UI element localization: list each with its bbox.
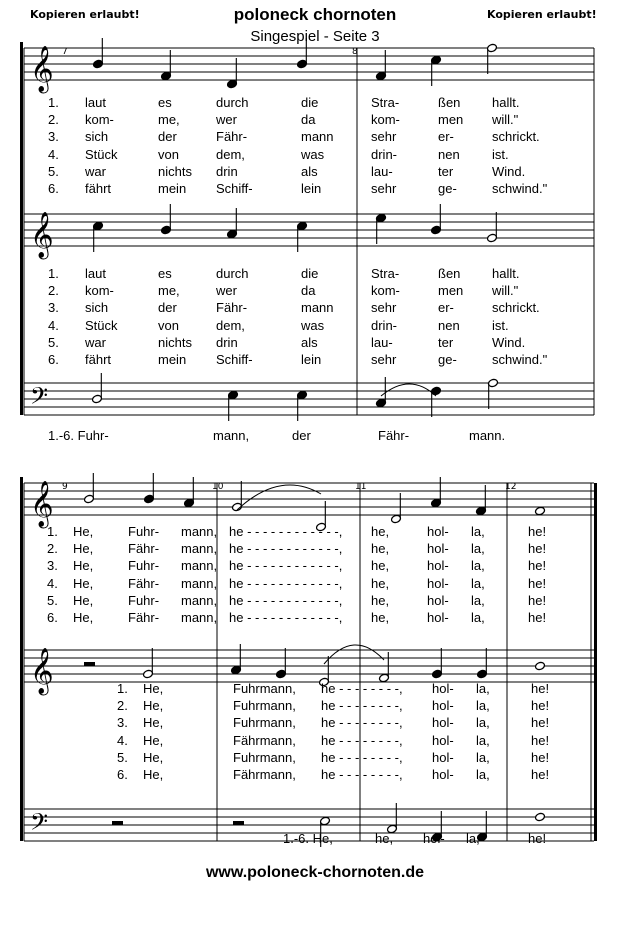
sys2-s1-lyric-syllable: hol- bbox=[427, 541, 449, 557]
sys1-s2-lyric-syllable: er- bbox=[438, 300, 454, 316]
sys1-s1-lyric-syllable: schwind." bbox=[492, 181, 548, 196]
sys2-s2-lyric-syllable: he - - - - - - - -, bbox=[321, 715, 403, 731]
sys1-s1-lyric-syllable: drin bbox=[216, 163, 238, 179]
sys2-s1-lyric-syllable: he - - - - - - - - - - - -, bbox=[229, 541, 343, 557]
sys1-s1-lyric-syllable: will." bbox=[492, 112, 519, 128]
sys1-s2-lyric-syllable: sich bbox=[85, 300, 109, 316]
sys2-s1-lyric-syllable: He, bbox=[73, 558, 94, 574]
sys1-s2-lyric-syllable: hallt. bbox=[492, 266, 520, 281]
sys2-s2-lyric-syllable: la, bbox=[476, 715, 490, 731]
sys2-s2-lyric-syllable: la, bbox=[476, 749, 490, 765]
sys2-s2-lyric-syllable: He, bbox=[143, 681, 164, 696]
measure-number-9: 9 bbox=[62, 482, 68, 492]
sys1-s1-lyric-syllable: mein bbox=[158, 181, 187, 196]
sys2-bass-lyric: hol- bbox=[423, 831, 445, 846]
sys2-s1-lyric-syllable: he! bbox=[528, 524, 547, 539]
treble-clef: 𝄞 bbox=[30, 212, 54, 258]
sys2-s1-lyric-syllable: he - - - - - - - - - - - -, bbox=[229, 524, 343, 539]
sys1-s1-lyric-syllable: als bbox=[301, 163, 318, 179]
sys2-s1-lyric-syllable: he, bbox=[371, 610, 390, 625]
sys1-s2-lyric-syllable: war bbox=[85, 334, 106, 350]
sys1-s2-lyric-syllable: kom- bbox=[371, 283, 400, 299]
sys1-s1-lyric-syllable: schrickt. bbox=[492, 129, 540, 145]
half-rest bbox=[84, 662, 95, 666]
sys2-s1-lyric-syllable: he - - - - - - - - - - - -, bbox=[229, 575, 343, 591]
sys2-s2-lyric-syllable: he! bbox=[531, 681, 550, 696]
sys1-s2-lyric-syllable: drin bbox=[216, 334, 238, 350]
tie bbox=[237, 485, 321, 510]
sys2-s1-lyric-syllable: mann, bbox=[181, 610, 218, 625]
sys2-s1-lyric-syllable: mann, bbox=[181, 558, 218, 574]
sys1-s1-lyric-syllable: was bbox=[301, 146, 325, 162]
sys1-s2-lyric-syllable: Wind. bbox=[492, 334, 526, 350]
sys1-s1-lyric-syllable: mann bbox=[301, 129, 334, 145]
sys2-s1-lyric-syllable: he! bbox=[528, 558, 547, 574]
sys2-bass-lyric: he! bbox=[528, 831, 547, 846]
sys2-s1-lyric-syllable: Fuhr- bbox=[128, 592, 160, 608]
sys2-s1-lyric-syllable: He, bbox=[73, 541, 94, 557]
sys1-s1-lyric-syllable: wer bbox=[216, 112, 237, 128]
sys1-s1-lyric-syllable: durch bbox=[216, 95, 249, 110]
sys2-s1-lyric-verse-number: 3. bbox=[47, 558, 58, 574]
sys1-s1-lyric-verse-number: 5. bbox=[48, 163, 59, 179]
bass-clef: 𝄢 bbox=[30, 382, 49, 415]
sys1-s1-lyric-syllable: ge- bbox=[438, 181, 457, 196]
copy-note-right: Kopieren erlaubt! bbox=[487, 8, 597, 21]
sys2-s1-lyric-verse-number: 1. bbox=[47, 524, 58, 539]
sys2-s1-lyric-syllable: he! bbox=[528, 541, 547, 557]
sys1-s1-lyric-syllable: drin- bbox=[371, 146, 398, 162]
sys2-s2-lyric-verse-number: 5. bbox=[117, 749, 128, 765]
sys1-s2-lyric-syllable: will." bbox=[492, 283, 519, 299]
page-title: poloneck chornoten bbox=[233, 5, 397, 24]
sys2-bass-lyric: 1.-6. He, bbox=[283, 831, 333, 846]
sys1-s2-lyric-syllable: da bbox=[301, 283, 316, 299]
sys1-s1-lyric-syllable: ter bbox=[438, 163, 454, 179]
sys1-s2-lyric-verse-number: 4. bbox=[48, 317, 59, 333]
treble-clef: 𝄞 bbox=[30, 46, 54, 92]
copy-note-left: Kopieren erlaubt! bbox=[30, 8, 140, 21]
sys2-s1-lyric-syllable: he - - - - - - - - - - - -, bbox=[229, 592, 343, 608]
sys1-s1-lyric-syllable: sehr bbox=[371, 181, 397, 196]
sys2-s2-lyric-syllable: he! bbox=[531, 767, 550, 782]
sys2-s1-lyric-syllable: hol- bbox=[427, 524, 449, 539]
sys1-s1-lyric-verse-number: 4. bbox=[48, 146, 59, 162]
sys1-s2-lyric-syllable: drin- bbox=[371, 317, 398, 333]
sys1-s1-lyric-syllable: Stück bbox=[85, 146, 118, 162]
sys1-s2-lyric-syllable: Stück bbox=[85, 317, 118, 333]
sys2-s2-lyric-syllable: He, bbox=[143, 715, 164, 731]
sys2-s1-lyric-syllable: mann, bbox=[181, 524, 218, 539]
sys1-s1-lyric-verse-number: 3. bbox=[48, 129, 59, 145]
sys2-s1-lyric-verse-number: 2. bbox=[47, 541, 58, 557]
sys1-s1-lyric-syllable: men bbox=[438, 112, 464, 128]
sys1-s2-lyric-verse-number: 5. bbox=[48, 334, 59, 350]
sys1-s1-lyric-syllable: Stra- bbox=[371, 95, 400, 110]
final-barline-thick bbox=[594, 483, 597, 841]
sys1-s1-lyric-syllable: lau- bbox=[371, 163, 393, 179]
sys2-s1-lyric-syllable: mann, bbox=[181, 541, 218, 557]
sys2-s2-lyric-syllable: he - - - - - - - -, bbox=[321, 767, 403, 782]
sys1-s1-lyric-syllable: Fähr- bbox=[216, 129, 248, 145]
sys2-s2-lyric-syllable: la, bbox=[476, 767, 490, 782]
page-subtitle: Singespiel - Seite 3 bbox=[250, 28, 380, 45]
sys2-s1-lyric-syllable: he, bbox=[371, 592, 390, 608]
sys2-s1-lyric-syllable: He, bbox=[73, 524, 94, 539]
measure-number-8: 8 bbox=[352, 47, 358, 57]
half-rest bbox=[112, 821, 123, 825]
sys2-s2-lyric-syllable: Fuhrmann, bbox=[233, 698, 296, 714]
sys1-s2-lyric-syllable: Fähr- bbox=[216, 300, 248, 316]
sys2-s1-lyric-syllable: la, bbox=[471, 592, 485, 608]
sys2-s1-lyric-syllable: He, bbox=[73, 610, 94, 625]
note bbox=[535, 661, 546, 671]
sys1-s2-lyric-syllable: ist. bbox=[492, 317, 509, 333]
sys2-s2-lyric-syllable: la, bbox=[476, 681, 490, 696]
sys2-s2-lyric-syllable: He, bbox=[143, 698, 164, 714]
sys1-s2-lyric-syllable: durch bbox=[216, 266, 249, 281]
sys1-s1-lyric-syllable: hallt. bbox=[492, 95, 520, 110]
sys1-s1-lyric-syllable: sehr bbox=[371, 129, 397, 145]
sys2-s1-lyric-syllable: he, bbox=[371, 541, 390, 557]
sys1-s1-lyric-syllable: die bbox=[301, 95, 319, 110]
sys1-s1-lyric-syllable: lein bbox=[301, 181, 322, 196]
sys1-s1-lyric-syllable: es bbox=[158, 95, 172, 110]
sys2-s2-lyric-verse-number: 3. bbox=[117, 715, 128, 731]
sys1-s2-lyric-syllable: schwind." bbox=[492, 352, 548, 367]
sys2-s1-lyric-syllable: Fuhr- bbox=[128, 558, 160, 574]
sys1-s1-lyric-syllable: me, bbox=[158, 112, 180, 128]
bass-clef: 𝄢 bbox=[30, 808, 49, 841]
sys1-s2-lyric-syllable: me, bbox=[158, 283, 180, 299]
sys1-s1-lyric-syllable: fährt bbox=[85, 181, 112, 196]
sys1-s2-lyric-syllable: von bbox=[158, 317, 179, 333]
sys2-s1-lyric-syllable: la, bbox=[471, 610, 485, 625]
sys2-s2-lyric-syllable: he - - - - - - - -, bbox=[321, 698, 403, 714]
sys1-s1-lyric-syllable: nichts bbox=[158, 163, 192, 179]
sys2-s2-lyric-syllable: hol- bbox=[432, 715, 454, 731]
sys2-s1-lyric-syllable: la, bbox=[471, 558, 485, 574]
sys1-s2-lyric-syllable: sehr bbox=[371, 300, 397, 316]
sys2-s1-lyric-syllable: la, bbox=[471, 524, 485, 539]
sys1-s2-lyric-syllable: die bbox=[301, 266, 319, 281]
sys2-s2-lyric-syllable: He, bbox=[143, 767, 164, 782]
sys1-s2-lyric-syllable: sehr bbox=[371, 352, 397, 367]
sys1-s2-lyric-syllable: nichts bbox=[158, 334, 192, 350]
sys1-s1-lyric-verse-number: 6. bbox=[48, 181, 59, 196]
sys1-s1-lyric-syllable: ßen bbox=[438, 95, 461, 110]
sys1-s2-lyric-syllable: wer bbox=[216, 283, 237, 299]
sys1-s2-lyric-verse-number: 1. bbox=[48, 266, 59, 281]
sys1-s2-lyric-syllable: Stra- bbox=[371, 266, 400, 281]
sys2-s1-lyric-verse-number: 4. bbox=[47, 575, 58, 591]
sys2-s1-lyric-syllable: he - - - - - - - - - - - -, bbox=[229, 558, 343, 574]
sys1-s2-lyric-syllable: kom- bbox=[85, 283, 114, 299]
sys2-s1-lyric-syllable: mann, bbox=[181, 575, 218, 591]
sys2-s1-lyric-syllable: he, bbox=[371, 524, 390, 539]
sys1-bass-lyric: der bbox=[292, 428, 311, 443]
sys2-s2-lyric-syllable: He, bbox=[143, 732, 164, 748]
sys2-s1-lyric-syllable: Fähr- bbox=[128, 610, 160, 625]
sys1-s1-lyric-syllable: er- bbox=[438, 129, 454, 145]
measure-number-11: 11 bbox=[355, 482, 367, 492]
sys2-s2-lyric-syllable: he - - - - - - - -, bbox=[321, 732, 403, 748]
sys2-s1-lyric-syllable: la, bbox=[471, 541, 485, 557]
sys1-s2-lyric-syllable: als bbox=[301, 334, 318, 350]
slur bbox=[381, 384, 436, 396]
sys1-s1-lyric-syllable: ist. bbox=[492, 146, 509, 162]
measure-number-12: 12 bbox=[505, 482, 517, 492]
sys1-s2-lyric-syllable: schrickt. bbox=[492, 300, 540, 316]
sys1-s1-lyric-syllable: von bbox=[158, 146, 179, 162]
sys2-s2-lyric-verse-number: 4. bbox=[117, 732, 128, 748]
sys2-s1-lyric-syllable: He, bbox=[73, 575, 94, 591]
sys2-s1-lyric-syllable: Fähr- bbox=[128, 575, 160, 591]
note bbox=[535, 506, 546, 516]
sys2-s2-lyric-syllable: Fuhrmann, bbox=[233, 749, 296, 765]
sys2-s2-lyric-syllable: hol- bbox=[432, 749, 454, 765]
measure-number-7: 7 bbox=[62, 47, 68, 57]
sys2-s1-lyric-syllable: hol- bbox=[427, 592, 449, 608]
system-bracket bbox=[20, 42, 23, 415]
sys1-s2-lyric-syllable: men bbox=[438, 283, 464, 299]
footer-url[interactable]: www.poloneck-chornoten.de bbox=[205, 864, 425, 881]
sys1-s2-lyric-syllable: ter bbox=[438, 334, 454, 350]
sys2-s2-lyric-syllable: la, bbox=[476, 732, 490, 748]
sys1-s2-lyric-syllable: laut bbox=[85, 266, 106, 281]
sys2-s1-lyric-syllable: la, bbox=[471, 575, 485, 591]
sys1-s2-lyric-syllable: dem, bbox=[216, 317, 245, 333]
sys1-s2-lyric-verse-number: 3. bbox=[48, 300, 59, 316]
sys1-s2-lyric-syllable: ßen bbox=[438, 266, 461, 281]
sys2-s1-lyric-syllable: he, bbox=[371, 575, 390, 591]
sys1-bass-lyric: Fähr- bbox=[378, 428, 410, 443]
sys1-s2-lyric-syllable: nen bbox=[438, 317, 460, 333]
sys1-s2-lyric-syllable: was bbox=[301, 317, 325, 333]
sys1-s1-lyric-syllable: Schiff- bbox=[216, 181, 253, 196]
treble-clef: 𝄞 bbox=[30, 648, 54, 694]
sys2-s1-lyric-syllable: He, bbox=[73, 592, 94, 608]
system-bracket bbox=[20, 477, 23, 841]
sys2-bass-lyric: la, bbox=[466, 831, 480, 846]
sys1-s1-lyric-syllable: da bbox=[301, 112, 316, 128]
sys1-s2-lyric-syllable: lau- bbox=[371, 334, 393, 350]
sys1-s1-lyric-syllable: nen bbox=[438, 146, 460, 162]
sys1-s1-lyric-syllable: sich bbox=[85, 129, 109, 145]
sys2-s1-lyric-syllable: hol- bbox=[427, 575, 449, 591]
sys1-s1-lyric-syllable: dem, bbox=[216, 146, 245, 162]
half-rest bbox=[233, 821, 244, 825]
sys2-s1-lyric-syllable: hol- bbox=[427, 610, 449, 625]
sys1-s1-lyric-syllable: der bbox=[158, 129, 177, 145]
sys2-s2-lyric-syllable: hol- bbox=[432, 767, 454, 782]
sys1-s2-lyric-syllable: mein bbox=[158, 352, 187, 367]
sys2-s2-lyric-syllable: Fuhrmann, bbox=[233, 681, 296, 696]
sys2-s2-lyric-syllable: hol- bbox=[432, 698, 454, 714]
sys1-s2-lyric-verse-number: 6. bbox=[48, 352, 59, 367]
sys1-s2-lyric-syllable: ge- bbox=[438, 352, 457, 367]
sys2-s1-lyric-syllable: he! bbox=[528, 575, 547, 591]
sys2-s2-lyric-syllable: He, bbox=[143, 749, 164, 765]
sys1-s2-lyric-syllable: lein bbox=[301, 352, 322, 367]
sys2-s2-lyric-syllable: hol- bbox=[432, 681, 454, 696]
measure-number-10: 10 bbox=[212, 482, 224, 492]
sys1-s2-lyric-syllable: der bbox=[158, 300, 177, 316]
sys2-s2-lyric-syllable: hol- bbox=[432, 732, 454, 748]
sys2-s2-lyric-syllable: he! bbox=[531, 732, 550, 748]
sys1-s2-lyric-syllable: fährt bbox=[85, 352, 112, 367]
sys2-s2-lyric-syllable: Fährmann, bbox=[233, 767, 296, 782]
sys1-s2-lyric-syllable: es bbox=[158, 266, 172, 281]
sys1-bass-lyric: 1.-6. Fuhr- bbox=[48, 428, 109, 443]
sys2-s2-lyric-verse-number: 1. bbox=[117, 681, 128, 696]
sys1-s1-lyric-syllable: laut bbox=[85, 95, 106, 110]
sys2-s1-lyric-verse-number: 6. bbox=[47, 610, 58, 625]
sys1-s2-lyric-verse-number: 2. bbox=[48, 283, 59, 299]
treble-clef: 𝄞 bbox=[30, 481, 54, 527]
sys1-s1-lyric-verse-number: 1. bbox=[48, 95, 59, 110]
sys1-s2-lyric-syllable: mann bbox=[301, 300, 334, 316]
sys2-bass-lyric: he, bbox=[375, 831, 394, 846]
sys2-s2-lyric-syllable: Fährmann, bbox=[233, 732, 296, 748]
sys2-s2-lyric-syllable: he - - - - - - - -, bbox=[321, 681, 403, 696]
sys2-s2-lyric-syllable: la, bbox=[476, 698, 490, 714]
sys2-s2-lyric-verse-number: 2. bbox=[117, 698, 128, 714]
sys1-s1-lyric-syllable: war bbox=[85, 163, 106, 179]
sys2-s1-lyric-verse-number: 5. bbox=[47, 592, 58, 608]
sys1-s1-lyric-syllable: kom- bbox=[85, 112, 114, 128]
sys2-s2-lyric-syllable: he! bbox=[531, 698, 550, 714]
sys2-s1-lyric-syllable: hol- bbox=[427, 558, 449, 574]
sys2-s1-lyric-syllable: he, bbox=[371, 558, 390, 574]
sys2-s2-lyric-syllable: Fuhrmann, bbox=[233, 715, 296, 731]
sys2-s1-lyric-syllable: he - - - - - - - - - - - -, bbox=[229, 610, 343, 625]
sys1-bass-lyric: mann. bbox=[469, 428, 506, 443]
sys1-bass-lyric: mann, bbox=[213, 428, 250, 443]
sys1-s2-lyric-syllable: Schiff- bbox=[216, 352, 253, 367]
sys2-s2-lyric-syllable: he - - - - - - - -, bbox=[321, 749, 403, 765]
sys1-s1-lyric-syllable: Wind. bbox=[492, 163, 526, 179]
tie bbox=[324, 645, 384, 664]
sys2-s2-lyric-verse-number: 6. bbox=[117, 767, 128, 782]
sys2-s1-lyric-syllable: he! bbox=[528, 610, 547, 625]
sys2-s1-lyric-syllable: Fuhr- bbox=[128, 524, 160, 539]
sys2-s1-lyric-syllable: Fähr- bbox=[128, 541, 160, 557]
bass-note bbox=[535, 812, 546, 822]
sys2-s2-lyric-syllable: he! bbox=[531, 715, 550, 731]
sys1-s1-lyric-syllable: kom- bbox=[371, 112, 400, 128]
sys2-s2-lyric-syllable: he! bbox=[531, 749, 550, 765]
sys1-s1-lyric-verse-number: 2. bbox=[48, 112, 59, 128]
sys2-s1-lyric-syllable: he! bbox=[528, 592, 547, 608]
sys2-s1-lyric-syllable: mann, bbox=[181, 592, 218, 608]
